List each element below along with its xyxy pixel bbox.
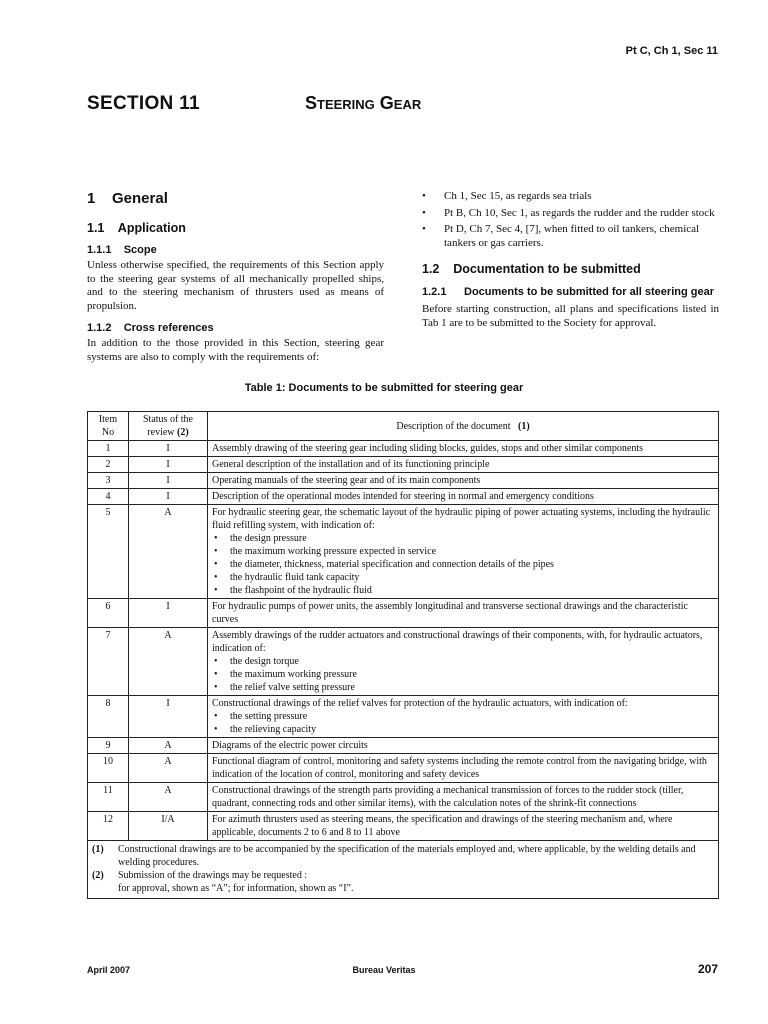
item-number: 4 — [88, 489, 129, 505]
note-label: (2) — [92, 870, 104, 881]
document-description — [208, 505, 719, 599]
description-text: Constructional drawings of the relief valves for protection of the hydraulic actuators, with indication of: — [212, 698, 628, 709]
description-text: Functional diagram of control, monitoring and safety systems including the remote control from the navigating bridge, with indication of the location of control, monitoring and safety devices — [212, 756, 707, 780]
table-row — [88, 489, 719, 505]
item-number: 8 — [88, 696, 129, 738]
item-number: 9 — [88, 738, 129, 754]
footer-publisher: Bureau Veritas — [352, 965, 416, 975]
list-item: • the setting pressure — [212, 710, 714, 723]
item-number: 10 — [88, 754, 129, 783]
heading-1-1-2-cross-references: 1.1.2 Cross references — [87, 322, 214, 334]
description-bullets — [212, 655, 714, 694]
list-item: • Ch 1, Sec 15, as regards sea trials — [422, 190, 719, 204]
note-line: for approval, shown as “A”; for information, shown as “I”. — [118, 883, 354, 894]
description-bullets — [212, 532, 714, 597]
header-status — [129, 412, 208, 441]
description-text: For azimuth thrusters used as steering means, the specification and drawings of the steering mechanism and, where applicable, documents 2 to 6 and 8 to 11 above — [212, 814, 673, 838]
heading-1-1-1-scope: 1.1.1 Scope — [87, 244, 157, 256]
table-row — [88, 473, 719, 489]
note-body — [118, 869, 354, 895]
description-text: Operating manuals of the steering gear and of its main components — [212, 475, 481, 486]
review-status: I/A — [129, 812, 208, 841]
item-number: 12 — [88, 812, 129, 841]
list-item: • the maximum working pressure — [212, 668, 714, 681]
note-line: Submission of the drawings may be requested : — [118, 870, 308, 881]
list-item: • the flashpoint of the hydraulic fluid — [212, 584, 714, 597]
table-row — [88, 441, 719, 457]
review-status: A — [129, 505, 208, 599]
description-text: General description of the installation and of its functioning principle — [212, 459, 490, 470]
list-item: • the maximum working pressure expected in service — [212, 545, 714, 558]
description-text: For hydraulic steering gear, the schematic layout of the hydraulic piping of power actuating systems, including the hydraulic fluid refilling system, with indication of: — [212, 507, 711, 531]
documents-paragraph: Before starting construction, all plans and specifications listed in Tab 1 are to be submitted to the Society for approval. — [422, 303, 719, 329]
review-status: I — [129, 457, 208, 473]
scope-paragraph: Unless otherwise specified, the requirements of this Section apply to the steering gear systems of all mechanically propelled ships, and to the steering mechanism of thrusters used as means of propulsion. — [87, 259, 384, 312]
table-notes-row — [88, 841, 719, 899]
review-status: A — [129, 754, 208, 783]
table-note — [92, 843, 714, 869]
heading-1-general: 1 General — [87, 190, 168, 207]
header-description — [208, 412, 719, 441]
table-note — [92, 869, 714, 895]
document-description — [208, 696, 719, 738]
review-status: A — [129, 628, 208, 696]
table-row — [88, 738, 719, 754]
table-row — [88, 505, 719, 599]
description-bullets — [212, 710, 714, 736]
list-item: • Pt D, Ch 7, Sec 4, [7], when fitted to oil tankers, chemical tankers or gas carriers. — [422, 223, 719, 250]
item-number: 6 — [88, 599, 129, 628]
status-header-note: (2) — [177, 427, 189, 438]
description-text: Assembly drawings of the rudder actuators and constructional drawings of their components, with, for hydraulic actuators, indication of: — [212, 630, 703, 654]
document-description — [208, 738, 719, 754]
description-text: Diagrams of the electric power circuits — [212, 740, 368, 751]
table-notes — [88, 841, 719, 899]
item-number: 3 — [88, 473, 129, 489]
item-number: 7 — [88, 628, 129, 696]
list-item: • the design torque — [212, 655, 714, 668]
document-description — [208, 628, 719, 696]
right-column — [422, 190, 719, 330]
header-item-no: Item No — [88, 412, 129, 441]
table-row — [88, 457, 719, 473]
document-description — [208, 754, 719, 783]
status-header-text: Status of the review — [143, 414, 193, 438]
review-status: I — [129, 489, 208, 505]
note-body — [118, 843, 714, 869]
item-number: 5 — [88, 505, 129, 599]
review-status: A — [129, 783, 208, 812]
document-description — [208, 783, 719, 812]
section-title: Steering Gear — [305, 93, 422, 113]
heading-1-2-documentation: 1.2 Documentation to be submitted — [422, 262, 641, 276]
list-item: • Pt B, Ch 10, Sec 1, as regards the rudder and the rudder stock — [422, 207, 719, 221]
item-number: 1 — [88, 441, 129, 457]
page-number: 207 — [697, 962, 718, 976]
document-description — [208, 812, 719, 841]
table-header-row — [88, 412, 719, 441]
description-header-text: Description of the document — [396, 420, 511, 432]
cross-references-paragraph: In addition to the those provided in this Section, steering gear systems are also to comply with the requirements of: — [87, 337, 384, 363]
item-number: 11 — [88, 783, 129, 812]
heading-1-1-application: 1.1 Application — [87, 221, 186, 235]
cross-reference-list — [422, 190, 719, 250]
table-row — [88, 812, 719, 841]
list-item: • the relief valve setting pressure — [212, 681, 714, 694]
document-description — [208, 489, 719, 505]
table-row — [88, 696, 719, 738]
left-column — [87, 190, 384, 364]
list-item: • the diameter, thickness, material specification and connection details of the pipes — [212, 558, 714, 571]
note-line: Constructional drawings are to be accompanied by the specification of the materials employed and, where applicable, by the welding details and welding procedures. — [118, 844, 696, 868]
table-row — [88, 628, 719, 696]
document-description — [208, 473, 719, 489]
table-row — [88, 754, 719, 783]
description-text: Assembly drawing of the steering gear including sliding blocks, guides, stops and other similar components — [212, 443, 644, 454]
review-status: I — [129, 599, 208, 628]
review-status: A — [129, 738, 208, 754]
running-header: Pt C, Ch 1, Sec 11 — [625, 45, 718, 57]
footer-date: April 2007 — [87, 965, 131, 975]
list-item: • the design pressure — [212, 532, 714, 545]
section-number: SECTION 11 — [87, 93, 200, 114]
document-description — [208, 457, 719, 473]
review-status: I — [129, 441, 208, 457]
review-status: I — [129, 473, 208, 489]
description-text: For hydraulic pumps of power units, the assembly longitudinal and transverse sectional drawings and the characteristic curves — [212, 601, 688, 625]
table-row — [88, 599, 719, 628]
item-number: 2 — [88, 457, 129, 473]
list-item: • the relieving capacity — [212, 723, 714, 736]
description-text: Description of the operational modes intended for steering in normal and emergency conditions — [212, 491, 594, 502]
document-description — [208, 599, 719, 628]
heading-1-2-1 — [422, 286, 719, 298]
heading-number: 1.2.1 — [422, 286, 447, 298]
table-row — [88, 783, 719, 812]
documents-table — [87, 411, 719, 899]
table-caption: Table 1: Documents to be submitted for steering gear — [244, 382, 524, 394]
heading-text: Documents to be submitted for all steering gear — [464, 286, 714, 298]
review-status: I — [129, 696, 208, 738]
note-label: (1) — [92, 844, 104, 855]
description-header-note: (1) — [517, 420, 530, 432]
description-text: Constructional drawings of the strength parts providing a mechanical transmission of forces to the rudder stock (tiller, quadrant, connecting rods and other similar items), with the calculation notes of the shrink-fit connections — [212, 785, 684, 809]
document-description — [208, 441, 719, 457]
list-item: • the hydraulic fluid tank capacity — [212, 571, 714, 584]
